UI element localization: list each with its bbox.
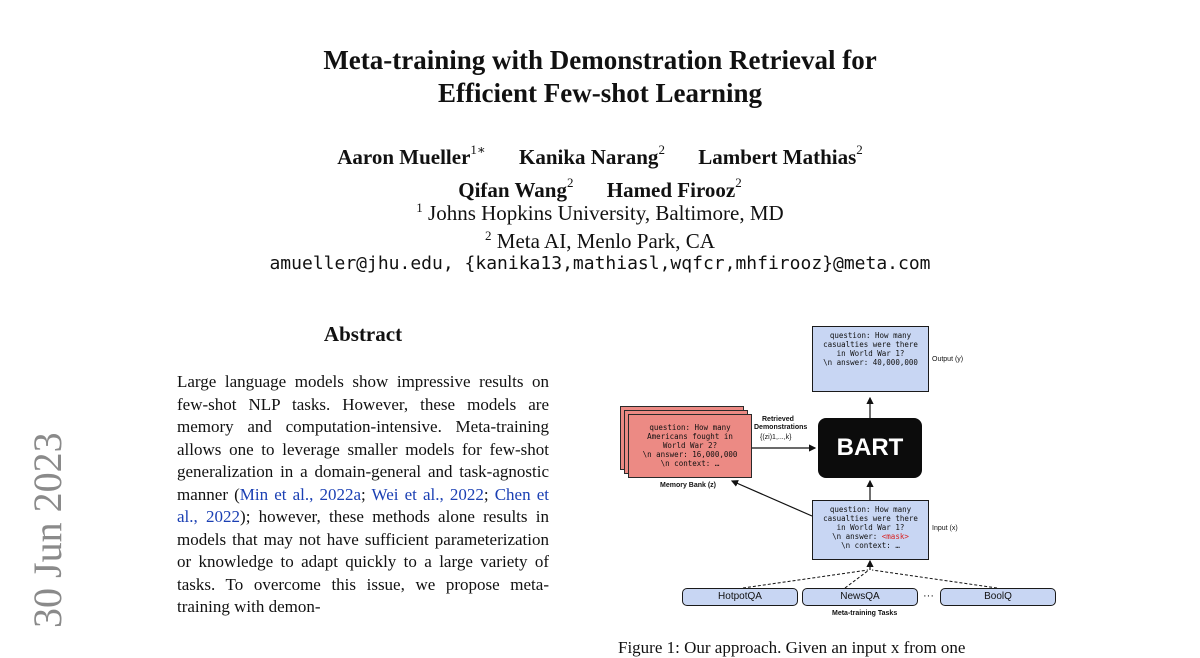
author-3: Lambert Mathias$^2$	[698, 142, 863, 169]
figure-caption: Figure 1: Our approach. Given an input x from one	[618, 638, 966, 657]
bart-model-block: BART	[818, 418, 922, 478]
meta-training-tasks-label: Meta-training Tasks	[832, 610, 898, 617]
memory-box: question: How many Americans fought in World War 2? \n answer: 16,000,000 \n context: …	[628, 414, 752, 478]
author-4: Qifan Wang$^2$	[458, 175, 574, 202]
affiliation-1: $^1$ Johns Hopkins University, Baltimore, MD	[416, 200, 784, 225]
title-line-2: Efficient Few-shot Learning	[438, 78, 762, 108]
author-2: Kanika Narang$^2$	[518, 142, 665, 169]
task-newsqa: NewsQA	[802, 588, 918, 606]
output-label: Output (y)	[932, 356, 964, 363]
abstract-heading: Abstract	[323, 322, 403, 346]
figure-1	[600, 318, 1080, 618]
author-emails: amueller@jhu.edu, {kanika13,mathiasl,wqfcr,mhfirooz}@meta.com	[269, 253, 931, 274]
citation-wei-2022[interactable]: Wei et al., 2022	[371, 484, 484, 504]
citation-min-2022a[interactable]: Min et al., 2022a	[239, 484, 362, 504]
task-ellipsis: ···	[923, 590, 934, 602]
citation-chen-2022[interactable]: Chen et al., 2022	[177, 484, 549, 526]
affiliation-2: $^2$ Meta AI, Menlo Park, CA	[485, 228, 715, 253]
arxiv-date-stamp: 30 Jun 2023	[25, 432, 70, 628]
task-boolq: BoolQ	[940, 588, 1056, 606]
input-label: Input (x)	[932, 525, 958, 532]
task-hotpotqa: HotpotQA	[682, 588, 798, 606]
memory-bank-label: Memory Bank (z)	[660, 482, 717, 489]
retrieved-label-3: {(zi)1,...,k}	[760, 434, 792, 441]
retrieved-label-1: Retrieved	[762, 416, 794, 423]
author-5: Hamed Firooz$^2$	[606, 175, 742, 202]
title-line-1: Meta-training with Demonstration Retrieval for	[323, 45, 877, 75]
retrieved-label-2: Demonstrations	[754, 424, 808, 431]
mask-token: <mask>	[881, 532, 909, 541]
author-1: Aaron Mueller$^{1∗}$	[337, 142, 486, 169]
abstract-text: Large language models show impressive results on few-shot NLP tasks. However, these models are memory and computation-intensive. Meta-training allows one to leverage smaller models for few-shot generalization in a domain-general and task-agnostic manner (Min et al., 2022a; Wei et al., 2022; Chen et al., 2022); however, these methods alone results in models that may not have sufficient parameterization or knowledge to adapt quickly to a large variety of tasks. To overcome this issue, we propose meta-training with demon-	[177, 372, 549, 616]
input-box: question: How many casualties were there in World War 1? \n answer: <mask> \n context: …	[812, 500, 929, 560]
paper-title	[0, 44, 1200, 110]
output-box: question: How many casualties were there in World War 1? \n answer: 40,000,000	[812, 326, 929, 392]
